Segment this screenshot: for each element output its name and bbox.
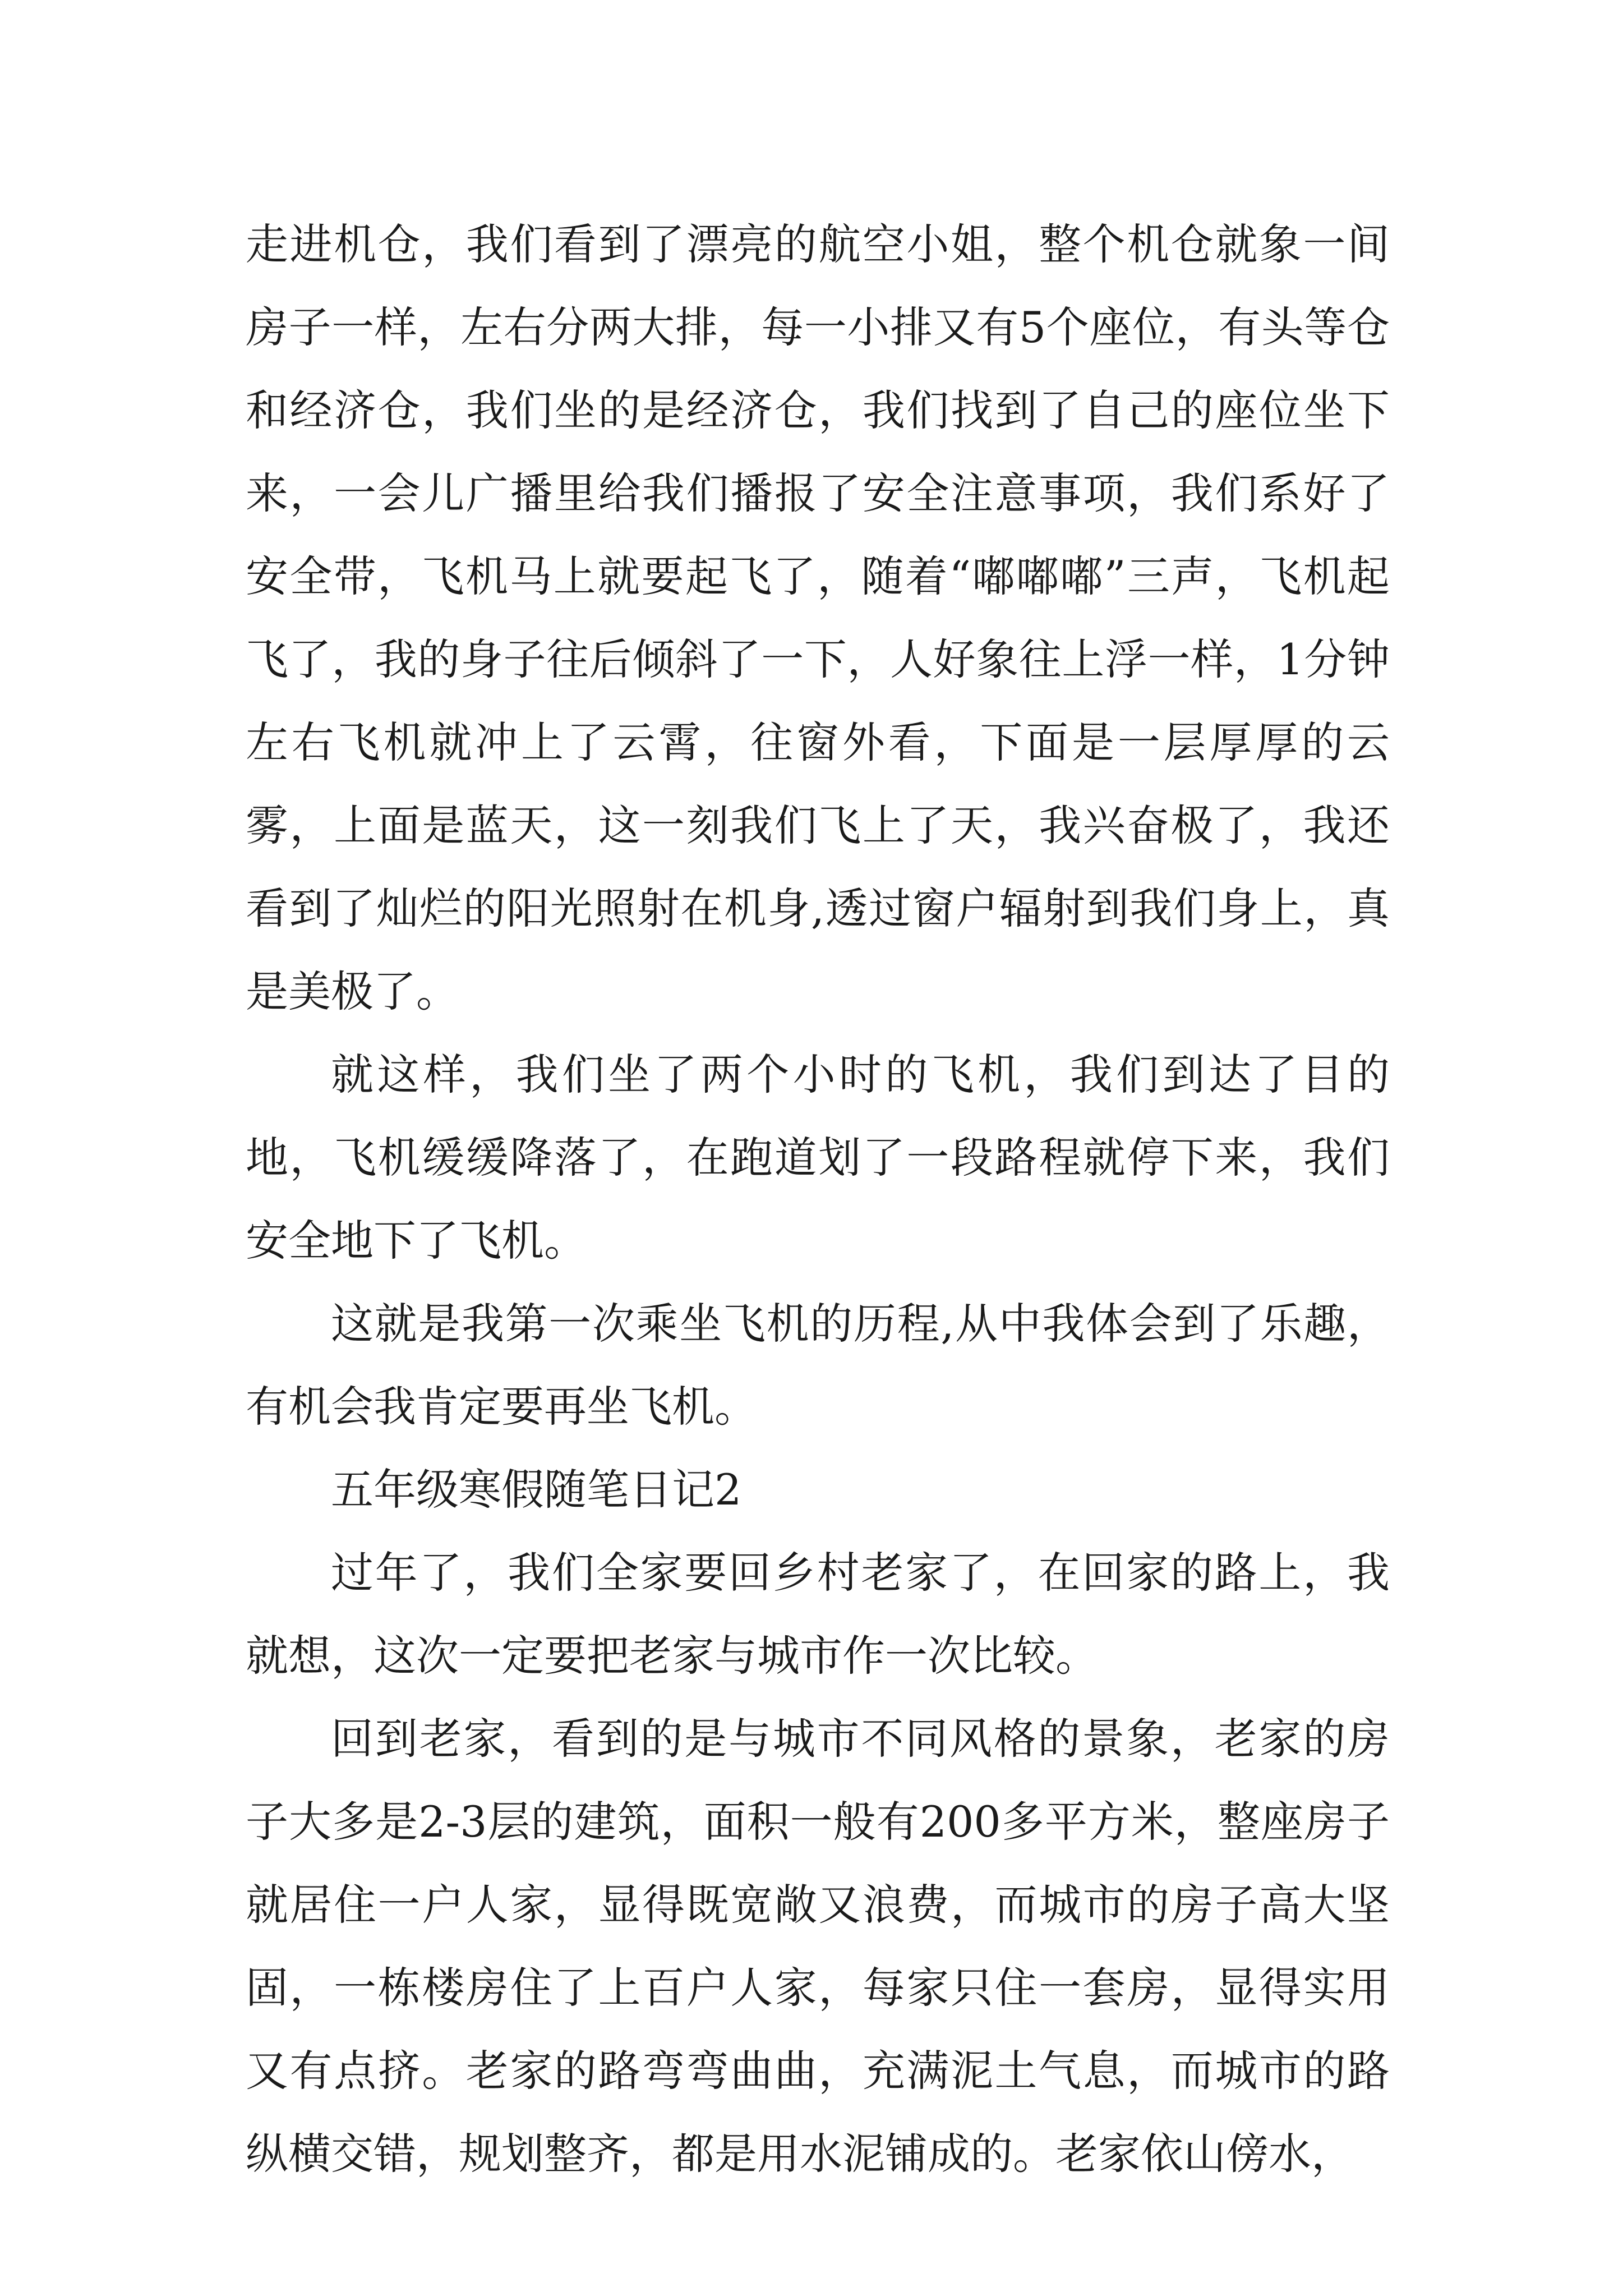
paragraph-landing: 就这样，我们坐了两个小时的飞机，我们到达了目的地，飞机缓缓降落了，在跑道划了一段路程就停下来，我们安全地下了飞机。 [246,1050,1390,1266]
paragraph-conclusion: 这就是我第一次乘坐飞机的历程,从中我体会到了乐趣，有机会我肯定要再坐飞机。 [246,1299,1390,1432]
paragraph-going-home: 过年了，我们全家要回乡村老家了，在回家的路上，我就想，这次一定要把老家与城市作一次比较。 [246,1548,1390,1681]
paragraph-hometown-comparison: 回到老家，看到的是与城市不同风格的景象，老家的房子大多是2-3层的建筑，面积一般有200多平方米，整座房子就居住一户人家，显得既宽敞又浪费，而城市的房子高大坚固，一栋楼房住了上百户人家，每家只住一套房，显得实用又有点挤。老家的路弯弯曲曲，充满泥土气息，而城市的路纵横交错，规划整齐，都是用水泥铺成的。老家依山傍水， [246,1714,1390,2179]
section-heading: 五年级寒假随笔日记2 [331,1465,742,1515]
paragraph-flight-cabin: 走进机仓，我们看到了漂亮的航空小姐，整个机仓就象一间房子一样，左右分两大排，每一小排又有5个座位，有头等仓和经济仓，我们坐的是经济仓，我们找到了自己的座位坐下来，一会儿广播里给我们播报了安全注意事项，我们系好了安全带，飞机马上就要起飞了，随着“嘟嘟嘟”三声，飞机起飞了，我的身子往后倾斜了一下，人好象往上浮一样，1分钟左右飞机就冲上了云霄，往窗外看，下面是一层厚厚的云雾，上面是蓝天，这一刻我们飞上了天，我兴奋极了，我还看到了灿烂的阳光照射在机身,透过窗户辐射到我们身上，真是美极了。 [246,219,1390,1016]
document-body [246,203,1390,2196]
